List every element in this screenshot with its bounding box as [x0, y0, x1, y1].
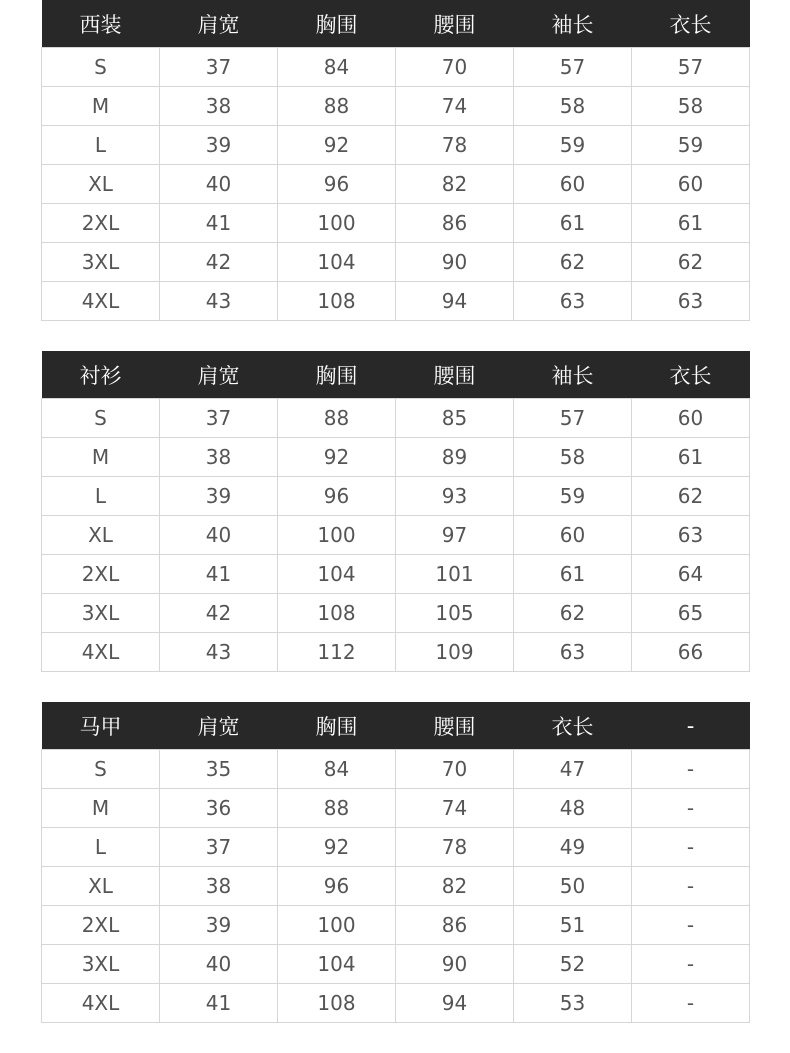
measurement-cell: 94	[396, 282, 514, 321]
vest-size-table	[41, 702, 750, 1023]
measurement-cell: 49	[514, 828, 632, 867]
measurement-cell: 63	[632, 516, 750, 555]
measurement-cell: 63	[632, 282, 750, 321]
measurement-cell: 53	[514, 984, 632, 1023]
header-cell-category: 西装	[42, 0, 160, 48]
measurement-cell: 61	[632, 204, 750, 243]
table-row	[42, 984, 750, 1023]
measurement-cell: 70	[396, 48, 514, 87]
size-label-cell: S	[42, 399, 160, 438]
size-label-cell: M	[42, 789, 160, 828]
header-row	[42, 0, 750, 48]
measurement-cell: 42	[160, 594, 278, 633]
size-label-cell: L	[42, 477, 160, 516]
measurement-cell: 62	[514, 594, 632, 633]
measurement-cell: 43	[160, 282, 278, 321]
table-body	[42, 750, 750, 1023]
size-label-cell: 2XL	[42, 204, 160, 243]
measurement-cell: 90	[396, 945, 514, 984]
measurement-cell: 40	[160, 516, 278, 555]
size-label-cell: XL	[42, 867, 160, 906]
table-body	[42, 48, 750, 321]
size-label-cell: L	[42, 828, 160, 867]
measurement-cell: 78	[396, 126, 514, 165]
measurement-cell: 63	[514, 633, 632, 672]
table-row	[42, 945, 750, 984]
size-label-cell: 3XL	[42, 243, 160, 282]
measurement-cell: 59	[514, 126, 632, 165]
table-row	[42, 126, 750, 165]
measurement-cell: 94	[396, 984, 514, 1023]
measurement-cell: 88	[278, 789, 396, 828]
table-row	[42, 477, 750, 516]
measurement-cell: 59	[632, 126, 750, 165]
table-header	[42, 0, 750, 48]
size-label-cell: XL	[42, 516, 160, 555]
measurement-cell: 38	[160, 438, 278, 477]
measurement-cell: 41	[160, 204, 278, 243]
header-cell: 肩宽	[160, 702, 278, 750]
measurement-cell: 60	[632, 165, 750, 204]
table-header	[42, 702, 750, 750]
measurement-cell: 65	[632, 594, 750, 633]
measurement-cell: -	[632, 906, 750, 945]
measurement-cell: 84	[278, 750, 396, 789]
measurement-cell: 105	[396, 594, 514, 633]
size-label-cell: S	[42, 48, 160, 87]
table-row	[42, 867, 750, 906]
measurement-cell: 51	[514, 906, 632, 945]
measurement-cell: 92	[278, 438, 396, 477]
measurement-cell: 104	[278, 945, 396, 984]
measurement-cell: 97	[396, 516, 514, 555]
measurement-cell: 39	[160, 126, 278, 165]
measurement-cell: 59	[514, 477, 632, 516]
header-cell: 衣长	[632, 351, 750, 399]
table-row	[42, 750, 750, 789]
measurement-cell: 74	[396, 87, 514, 126]
measurement-cell: 90	[396, 243, 514, 282]
table-row	[42, 555, 750, 594]
suit-size-table	[41, 0, 750, 321]
header-cell-category: 马甲	[42, 702, 160, 750]
measurement-cell: 42	[160, 243, 278, 282]
table-row	[42, 516, 750, 555]
measurement-cell: 35	[160, 750, 278, 789]
table-row	[42, 243, 750, 282]
measurement-cell: 61	[514, 204, 632, 243]
header-cell: 衣长	[632, 0, 750, 48]
measurement-cell: 62	[514, 243, 632, 282]
measurement-cell: 52	[514, 945, 632, 984]
measurement-cell: 66	[632, 633, 750, 672]
measurement-cell: 100	[278, 516, 396, 555]
measurement-cell: 101	[396, 555, 514, 594]
measurement-cell: 37	[160, 399, 278, 438]
measurement-cell: 39	[160, 477, 278, 516]
measurement-cell: 60	[632, 399, 750, 438]
measurement-cell: 108	[278, 984, 396, 1023]
table-row	[42, 594, 750, 633]
measurement-cell: 108	[278, 594, 396, 633]
measurement-cell: 40	[160, 165, 278, 204]
measurement-cell: 57	[514, 48, 632, 87]
measurement-cell: 48	[514, 789, 632, 828]
size-label-cell: 4XL	[42, 984, 160, 1023]
measurement-cell: 92	[278, 828, 396, 867]
measurement-cell: 60	[514, 165, 632, 204]
measurement-cell: 57	[632, 48, 750, 87]
table-body	[42, 399, 750, 672]
measurement-cell: 60	[514, 516, 632, 555]
measurement-cell: 96	[278, 867, 396, 906]
measurement-cell: 58	[514, 438, 632, 477]
measurement-cell: 112	[278, 633, 396, 672]
header-cell: 胸围	[278, 0, 396, 48]
measurement-cell: 104	[278, 555, 396, 594]
header-cell: -	[632, 702, 750, 750]
measurement-cell: -	[632, 750, 750, 789]
measurement-cell: 50	[514, 867, 632, 906]
measurement-cell: 62	[632, 477, 750, 516]
measurement-cell: 100	[278, 204, 396, 243]
size-label-cell: 3XL	[42, 945, 160, 984]
measurement-cell: 100	[278, 906, 396, 945]
measurement-cell: 58	[514, 87, 632, 126]
measurement-cell: 82	[396, 867, 514, 906]
measurement-cell: 96	[278, 477, 396, 516]
measurement-cell: -	[632, 789, 750, 828]
size-label-cell: 2XL	[42, 906, 160, 945]
measurement-cell: 88	[278, 399, 396, 438]
measurement-cell: 36	[160, 789, 278, 828]
header-cell: 腰围	[396, 702, 514, 750]
measurement-cell: 86	[396, 906, 514, 945]
measurement-cell: 78	[396, 828, 514, 867]
table-row	[42, 789, 750, 828]
table-row	[42, 828, 750, 867]
table-row	[42, 399, 750, 438]
size-label-cell: 2XL	[42, 555, 160, 594]
measurement-cell: 62	[632, 243, 750, 282]
measurement-cell: 37	[160, 48, 278, 87]
header-row	[42, 702, 750, 750]
measurement-cell: 38	[160, 87, 278, 126]
measurement-cell: 84	[278, 48, 396, 87]
measurement-cell: 61	[514, 555, 632, 594]
header-cell: 袖长	[514, 351, 632, 399]
size-label-cell: M	[42, 87, 160, 126]
size-label-cell: 3XL	[42, 594, 160, 633]
size-label-cell: 4XL	[42, 282, 160, 321]
measurement-cell: 37	[160, 828, 278, 867]
measurement-cell: 88	[278, 87, 396, 126]
measurement-cell: 43	[160, 633, 278, 672]
header-cell: 袖长	[514, 0, 632, 48]
measurement-cell: -	[632, 867, 750, 906]
measurement-cell: 57	[514, 399, 632, 438]
measurement-cell: 85	[396, 399, 514, 438]
shirt-size-table	[41, 351, 750, 672]
measurement-cell: 58	[632, 87, 750, 126]
header-cell: 腰围	[396, 0, 514, 48]
measurement-cell: 70	[396, 750, 514, 789]
table-header	[42, 351, 750, 399]
header-cell-category: 衬衫	[42, 351, 160, 399]
size-label-cell: L	[42, 126, 160, 165]
measurement-cell: 39	[160, 906, 278, 945]
header-cell: 胸围	[278, 351, 396, 399]
size-label-cell: S	[42, 750, 160, 789]
measurement-cell: 41	[160, 984, 278, 1023]
table-row	[42, 282, 750, 321]
measurement-cell: 86	[396, 204, 514, 243]
header-cell: 胸围	[278, 702, 396, 750]
measurement-cell: 82	[396, 165, 514, 204]
measurement-cell: 92	[278, 126, 396, 165]
measurement-cell: 41	[160, 555, 278, 594]
measurement-cell: 40	[160, 945, 278, 984]
measurement-cell: 96	[278, 165, 396, 204]
table-row	[42, 633, 750, 672]
size-label-cell: XL	[42, 165, 160, 204]
measurement-cell: 38	[160, 867, 278, 906]
measurement-cell: -	[632, 945, 750, 984]
table-row	[42, 87, 750, 126]
measurement-cell: 109	[396, 633, 514, 672]
table-row	[42, 48, 750, 87]
measurement-cell: 64	[632, 555, 750, 594]
header-row	[42, 351, 750, 399]
measurement-cell: 74	[396, 789, 514, 828]
table-row	[42, 165, 750, 204]
measurement-cell: -	[632, 828, 750, 867]
header-cell: 腰围	[396, 351, 514, 399]
measurement-cell: 89	[396, 438, 514, 477]
table-row	[42, 438, 750, 477]
header-cell: 肩宽	[160, 351, 278, 399]
measurement-cell: 108	[278, 282, 396, 321]
measurement-cell: 61	[632, 438, 750, 477]
size-label-cell: 4XL	[42, 633, 160, 672]
measurement-cell: 104	[278, 243, 396, 282]
table-row	[42, 906, 750, 945]
measurement-cell: -	[632, 984, 750, 1023]
table-row	[42, 204, 750, 243]
measurement-cell: 63	[514, 282, 632, 321]
size-label-cell: M	[42, 438, 160, 477]
header-cell: 肩宽	[160, 0, 278, 48]
header-cell: 衣长	[514, 702, 632, 750]
measurement-cell: 47	[514, 750, 632, 789]
measurement-cell: 93	[396, 477, 514, 516]
